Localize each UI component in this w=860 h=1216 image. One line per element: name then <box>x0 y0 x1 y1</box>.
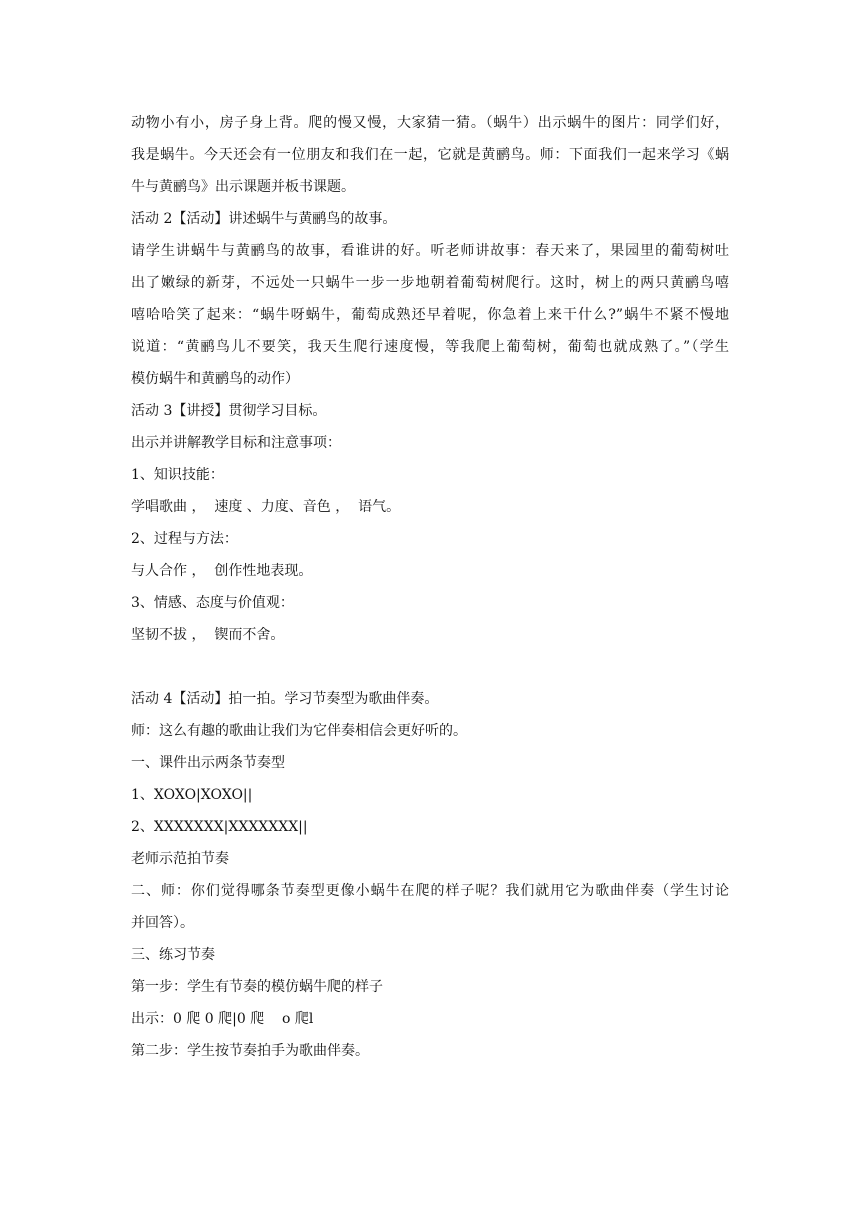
list-heading: 三、练习节奏 <box>131 947 215 963</box>
paragraph-line: 说道：“黄鹂鸟儿不要笑，我天生爬行速度慢，等我爬上葡萄树，葡萄也就成熟了。”（学生 <box>131 339 729 355</box>
section-heading: 活动 2【活动】讲述蜗牛与黄鹂鸟的故事。 <box>131 211 397 227</box>
document-page <box>131 107 729 1067</box>
paragraph-line: 第一步：学生有节奏的模仿蜗牛爬的样子 <box>131 979 383 995</box>
paragraph-line: 出了嫩绿的新芽，不远处一只蜗牛一步一步地朝着葡萄树爬行。这时，树上的两只黄鹂鸟嘻 <box>131 275 729 291</box>
list-heading: 一、课件出示两条节奏型 <box>131 755 285 771</box>
paragraph-line: 请学生讲蜗牛与黄鹂鸟的故事，看谁讲的好。听老师讲故事：春天来了，果园里的葡萄树吐 <box>131 243 729 259</box>
list-item: 与人合作 ， 创作性地表现。 <box>131 563 313 579</box>
list-heading: 1、知识技能： <box>131 467 224 483</box>
blank-line <box>131 651 729 683</box>
list-heading: 2、过程与方法： <box>131 531 238 547</box>
list-item: 学唱歌曲 ， 速度 、力度、音色 ， 语气。 <box>131 499 401 515</box>
paragraph-line: 牛与黄鹂鸟》出示课题并板书课题。 <box>131 179 355 195</box>
section-heading: 活动 4【活动】拍一拍。学习节奏型为歌曲伴奏。 <box>131 691 439 707</box>
list-item: 坚韧不拔 ， 锲而不舍。 <box>131 627 285 643</box>
paragraph-line: 第二步：学生按节奏拍手为歌曲伴奏。 <box>131 1043 369 1059</box>
paragraph-line: 并回答）。 <box>131 915 194 931</box>
rhythm-pattern: 2、XXXXXXX|XXXXXXX|| <box>131 819 308 835</box>
paragraph-line: 模仿蜗牛和黄鹂鸟的动作） <box>131 371 299 387</box>
rhythm-pattern: 1、XOXO|XOXO|| <box>131 787 253 803</box>
paragraph-line: 我是蜗牛。今天还会有一位朋友和我们在一起，它就是黄鹂鸟。师：下面我们一起来学习《蜗 <box>131 147 729 163</box>
section-heading: 活动 3【讲授】贯彻学习目标。 <box>131 403 327 419</box>
list-heading: 3、情感、态度与价值观： <box>131 595 294 611</box>
paragraph-line: 二、师：你们觉得哪条节奏型更像小蜗牛在爬的样子呢？我们就用它为歌曲伴奏（学生讨论 <box>131 883 729 899</box>
rhythm-pattern: 出示：0 爬 0 爬|0 爬 o 爬l <box>131 1011 314 1027</box>
paragraph-line: 师：这么有趣的歌曲让我们为它伴奏相信会更好听的。 <box>131 723 467 739</box>
paragraph-line: 出示并讲解教学目标和注意事项： <box>131 435 341 451</box>
paragraph-line: 老师示范拍节奏 <box>131 851 229 867</box>
paragraph-line: 动物小有小，房子身上背。爬的慢又慢，大家猜一猜。（蜗牛）出示蜗牛的图片：同学们好， <box>131 115 729 131</box>
paragraph-line: 嘻哈哈笑了起来：“蜗牛呀蜗牛，葡萄成熟还早着呢，你急着上来干什么?”蜗牛不紧不慢地 <box>131 307 729 323</box>
